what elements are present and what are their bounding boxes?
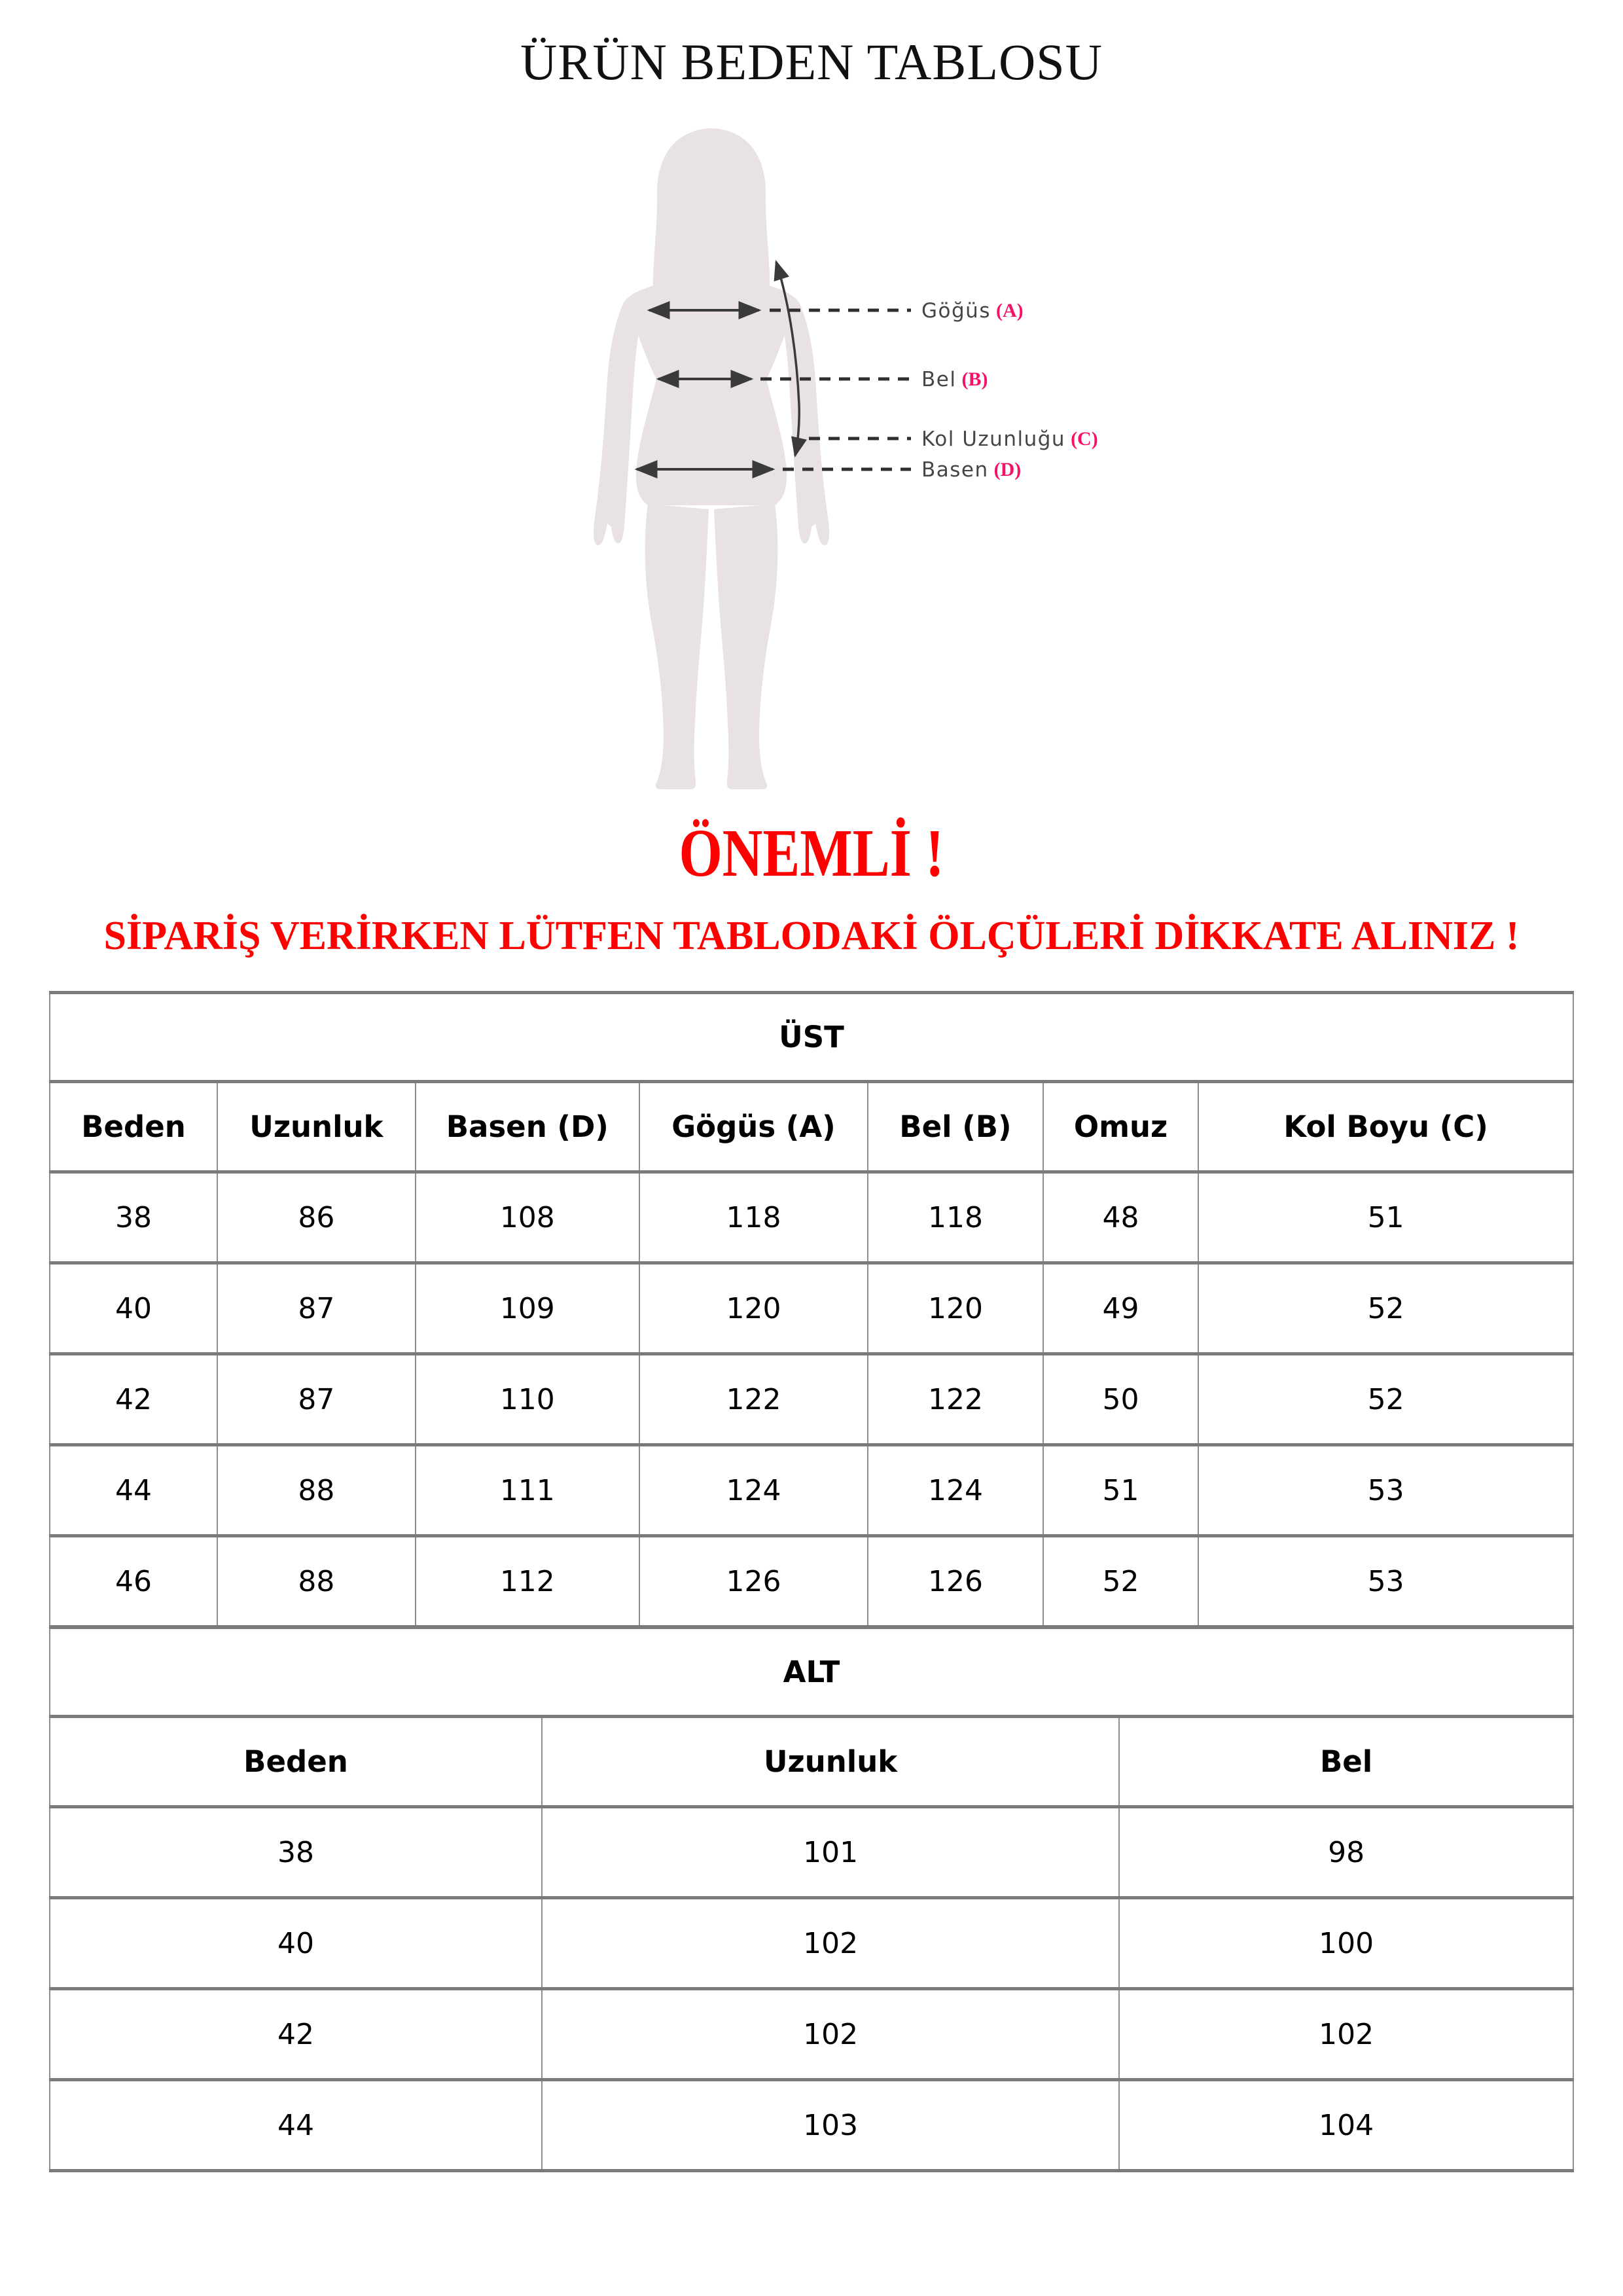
column-header-cell: Bel (B) [868,1082,1043,1172]
size-value-cell: 108 [416,1172,639,1263]
size-value-cell: 118 [639,1172,868,1263]
ust-size-table [49,991,1574,1628]
measurement-label-text: Basen [921,458,989,482]
measurement-code: (C) [1071,428,1098,450]
measurement-code: (B) [961,368,988,390]
table-section-row [50,993,1573,1082]
size-value-cell: 53 [1198,1536,1573,1627]
warning-subheading: SİPARİŞ VERİRKEN LÜTFEN TABLODAKİ ÖLÇÜLERİ DİKKATE ALINIZ ! [103,914,1520,958]
size-value-cell: 53 [1198,1445,1573,1536]
table-row [50,1263,1573,1354]
column-header-cell: Gögüs (A) [639,1082,868,1172]
table-row [50,1354,1573,1445]
size-value-cell: 38 [50,1172,217,1263]
table-row [50,2080,1573,2171]
size-value-cell: 124 [868,1445,1043,1536]
size-value-cell: 48 [1043,1172,1198,1263]
size-value-cell: 88 [217,1536,416,1627]
table-row [50,1445,1573,1536]
measurement-label-text: Bel [921,368,957,391]
size-value-cell: 122 [639,1354,868,1445]
size-value-cell: 102 [542,1898,1119,1989]
size-value-cell: 101 [542,1807,1119,1898]
size-value-cell: 126 [639,1536,868,1627]
alt-size-table [49,1626,1574,2172]
size-value-cell: 87 [217,1263,416,1354]
column-header-cell: Basen (D) [416,1082,639,1172]
column-header-cell: Omuz [1043,1082,1198,1172]
size-value-cell: 52 [1198,1263,1573,1354]
measurement-code: (A) [995,300,1024,321]
size-value-cell: 100 [1119,1898,1573,1989]
size-value-cell: 52 [1198,1354,1573,1445]
column-header-cell: Uzunluk [542,1717,1119,1807]
size-value-cell: 124 [639,1445,868,1536]
size-value-cell: 50 [1043,1354,1198,1445]
size-value-cell: 98 [1119,1807,1573,1898]
size-value-cell: 51 [1198,1172,1573,1263]
page-title: ÜRÜN BEDEN TABLOSU [520,33,1103,90]
measurement-label-kol-uzunlugu [921,424,1098,454]
measurement-label-text: Kol Uzunluğu [921,427,1066,451]
size-value-cell: 86 [217,1172,416,1263]
size-value-cell: 49 [1043,1263,1198,1354]
column-header-cell: Bel [1119,1717,1573,1807]
female-silhouette [594,128,829,789]
size-value-cell: 118 [868,1172,1043,1263]
table-row [50,1536,1573,1627]
table-section-title: ALT [50,1628,1573,1717]
warning-heading-text: ÖNEMLİ ! [679,816,944,891]
table-row [50,1989,1573,2080]
size-value-cell: 103 [542,2080,1119,2171]
size-value-cell: 40 [50,1898,542,1989]
table-row [50,1807,1573,1898]
alt-table-body [50,1807,1573,2171]
size-value-cell: 46 [50,1536,217,1627]
measurement-label-basen [921,455,1021,485]
size-value-cell: 109 [416,1263,639,1354]
size-value-cell: 111 [416,1445,639,1536]
size-value-cell: 112 [416,1536,639,1627]
size-value-cell: 110 [416,1354,639,1445]
size-value-cell: 44 [50,2080,542,2171]
size-value-cell: 42 [50,1989,542,2080]
column-header-cell: Kol Boyu (C) [1198,1082,1573,1172]
measurement-label-text: Göğüs [921,299,991,323]
ust-table-body [50,1172,1573,1627]
table-section-title: ÜST [50,993,1573,1082]
size-value-cell: 52 [1043,1536,1198,1627]
size-value-cell: 44 [50,1445,217,1536]
table-section-row [50,1628,1573,1717]
size-value-cell: 104 [1119,2080,1573,2171]
table-header-row [50,1717,1573,1807]
size-value-cell: 120 [639,1263,868,1354]
measurement-code: (D) [993,459,1022,480]
size-value-cell: 40 [50,1263,217,1354]
size-value-cell: 88 [217,1445,416,1536]
size-value-cell: 42 [50,1354,217,1445]
size-value-cell: 102 [542,1989,1119,2080]
table-header-row [50,1082,1573,1172]
size-value-cell: 120 [868,1263,1043,1354]
table-row [50,1172,1573,1263]
size-value-cell: 122 [868,1354,1043,1445]
size-value-cell: 87 [217,1354,416,1445]
column-header-cell: Uzunluk [217,1082,416,1172]
table-row [50,1898,1573,1989]
size-value-cell: 126 [868,1536,1043,1627]
column-header-cell: Beden [50,1717,542,1807]
size-value-cell: 51 [1043,1445,1198,1536]
size-value-cell: 38 [50,1807,542,1898]
warning-heading [0,817,1623,890]
measurement-label-bel [921,365,988,395]
measurement-label-gogus [921,296,1024,326]
body-measurement-figure [393,118,1178,812]
size-value-cell: 102 [1119,1989,1573,2080]
column-header-cell: Beden [50,1082,217,1172]
